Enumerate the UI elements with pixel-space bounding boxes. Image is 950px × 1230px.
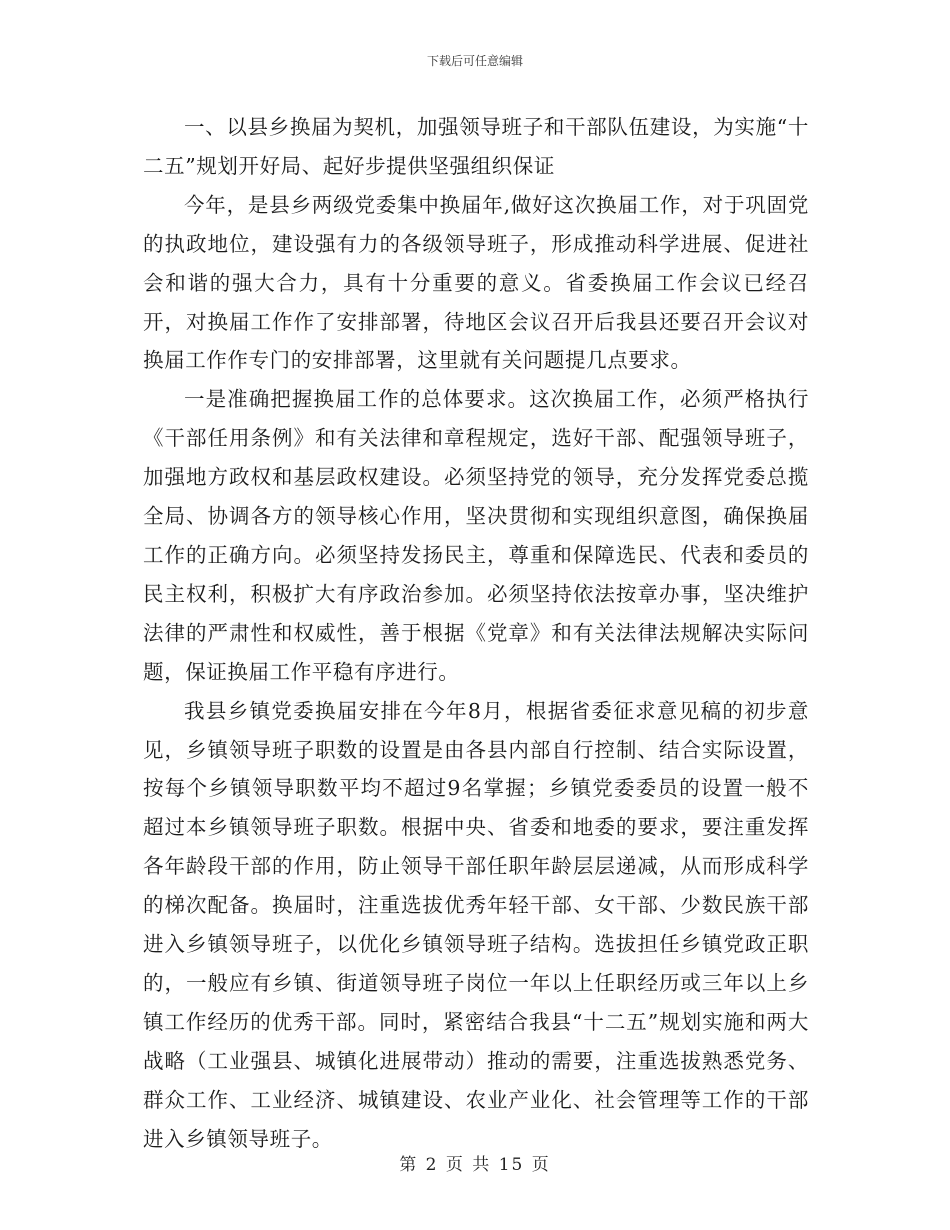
- body-paragraph: 我县乡镇党委换届安排在今年8月，根据省委征求意见稿的初步意见，乡镇领导班子职数的设置是由各县内部自行控制、结合实际设置，按每个乡镇领导职数平均不超过9名掌握；乡镇党委委员的设置一般不超过本乡镇领导班子职数。根据中央、省委和地委的要求，要注重发挥各年龄段干部的作用，防止领导干部任职年龄层层递减，从而形成科学的梯次配备。换届时，注重选拔优秀年轻干部、女干部、少数民族干部进入乡镇领导班子，以优化乡镇领导班子结构。选拔担任乡镇党政正职的，一般应有乡镇、街道领导班子岗位一年以上任职经历或三年以上乡镇工作经历的优秀干部。同时，紧密结合我县“十二五”规划实施和两大战略（工业强县、城镇化进展带动）推动的需要，注重选拔熟悉党务、群众工作、工业经济、城镇建设、农业产业化、社会管理等工作的干部进入乡镇领导班子。: [143, 698, 809, 1151]
- body-paragraph: 今年，是县乡两级党委集中换届年,做好这次换届工作，对于巩固党的执政地位，建设强有力的各级领导班子，形成推动科学进展、促进社会和谐的强大合力，具有十分重要的意义。省委换届工作会议已经召开，对换届工作作了安排部署，待地区会议召开后我县还要召开会议对换届工作作专门的安排部署，这里就有关问题提几点要求。: [143, 192, 809, 373]
- section-heading: 一、以县乡换届为契机，加强领导班子和干部队伍建设，为实施“十二五”规划开好局、起好步提供坚强组织保证: [143, 115, 809, 178]
- page-header-note: 下载后可任意编辑: [426, 54, 523, 68]
- document-body: [143, 108, 809, 1158]
- body-paragraph: 一是准确把握换届工作的总体要求。这次换届工作，必须严格执行《干部任用条例》和有关法律和章程规定，选好干部、配强领导班子，加强地方政权和基层政权建设。必须坚持党的领导，充分发挥党委总揽全局、协调各方的领导核心作用，坚决贯彻和实现组织意图，确保换届工作的正确方向。必须坚持发扬民主，尊重和保障选民、代表和委员的民主权利，积极扩大有序政治参加。必须坚持依法按章办事，坚决维护法律的严肃性和权威性，善于根据《党章》和有关法律法规解决实际问题，保证换届工作平稳有序进行。: [143, 387, 809, 684]
- page-number: 第 2 页 共 15 页: [399, 1155, 551, 1175]
